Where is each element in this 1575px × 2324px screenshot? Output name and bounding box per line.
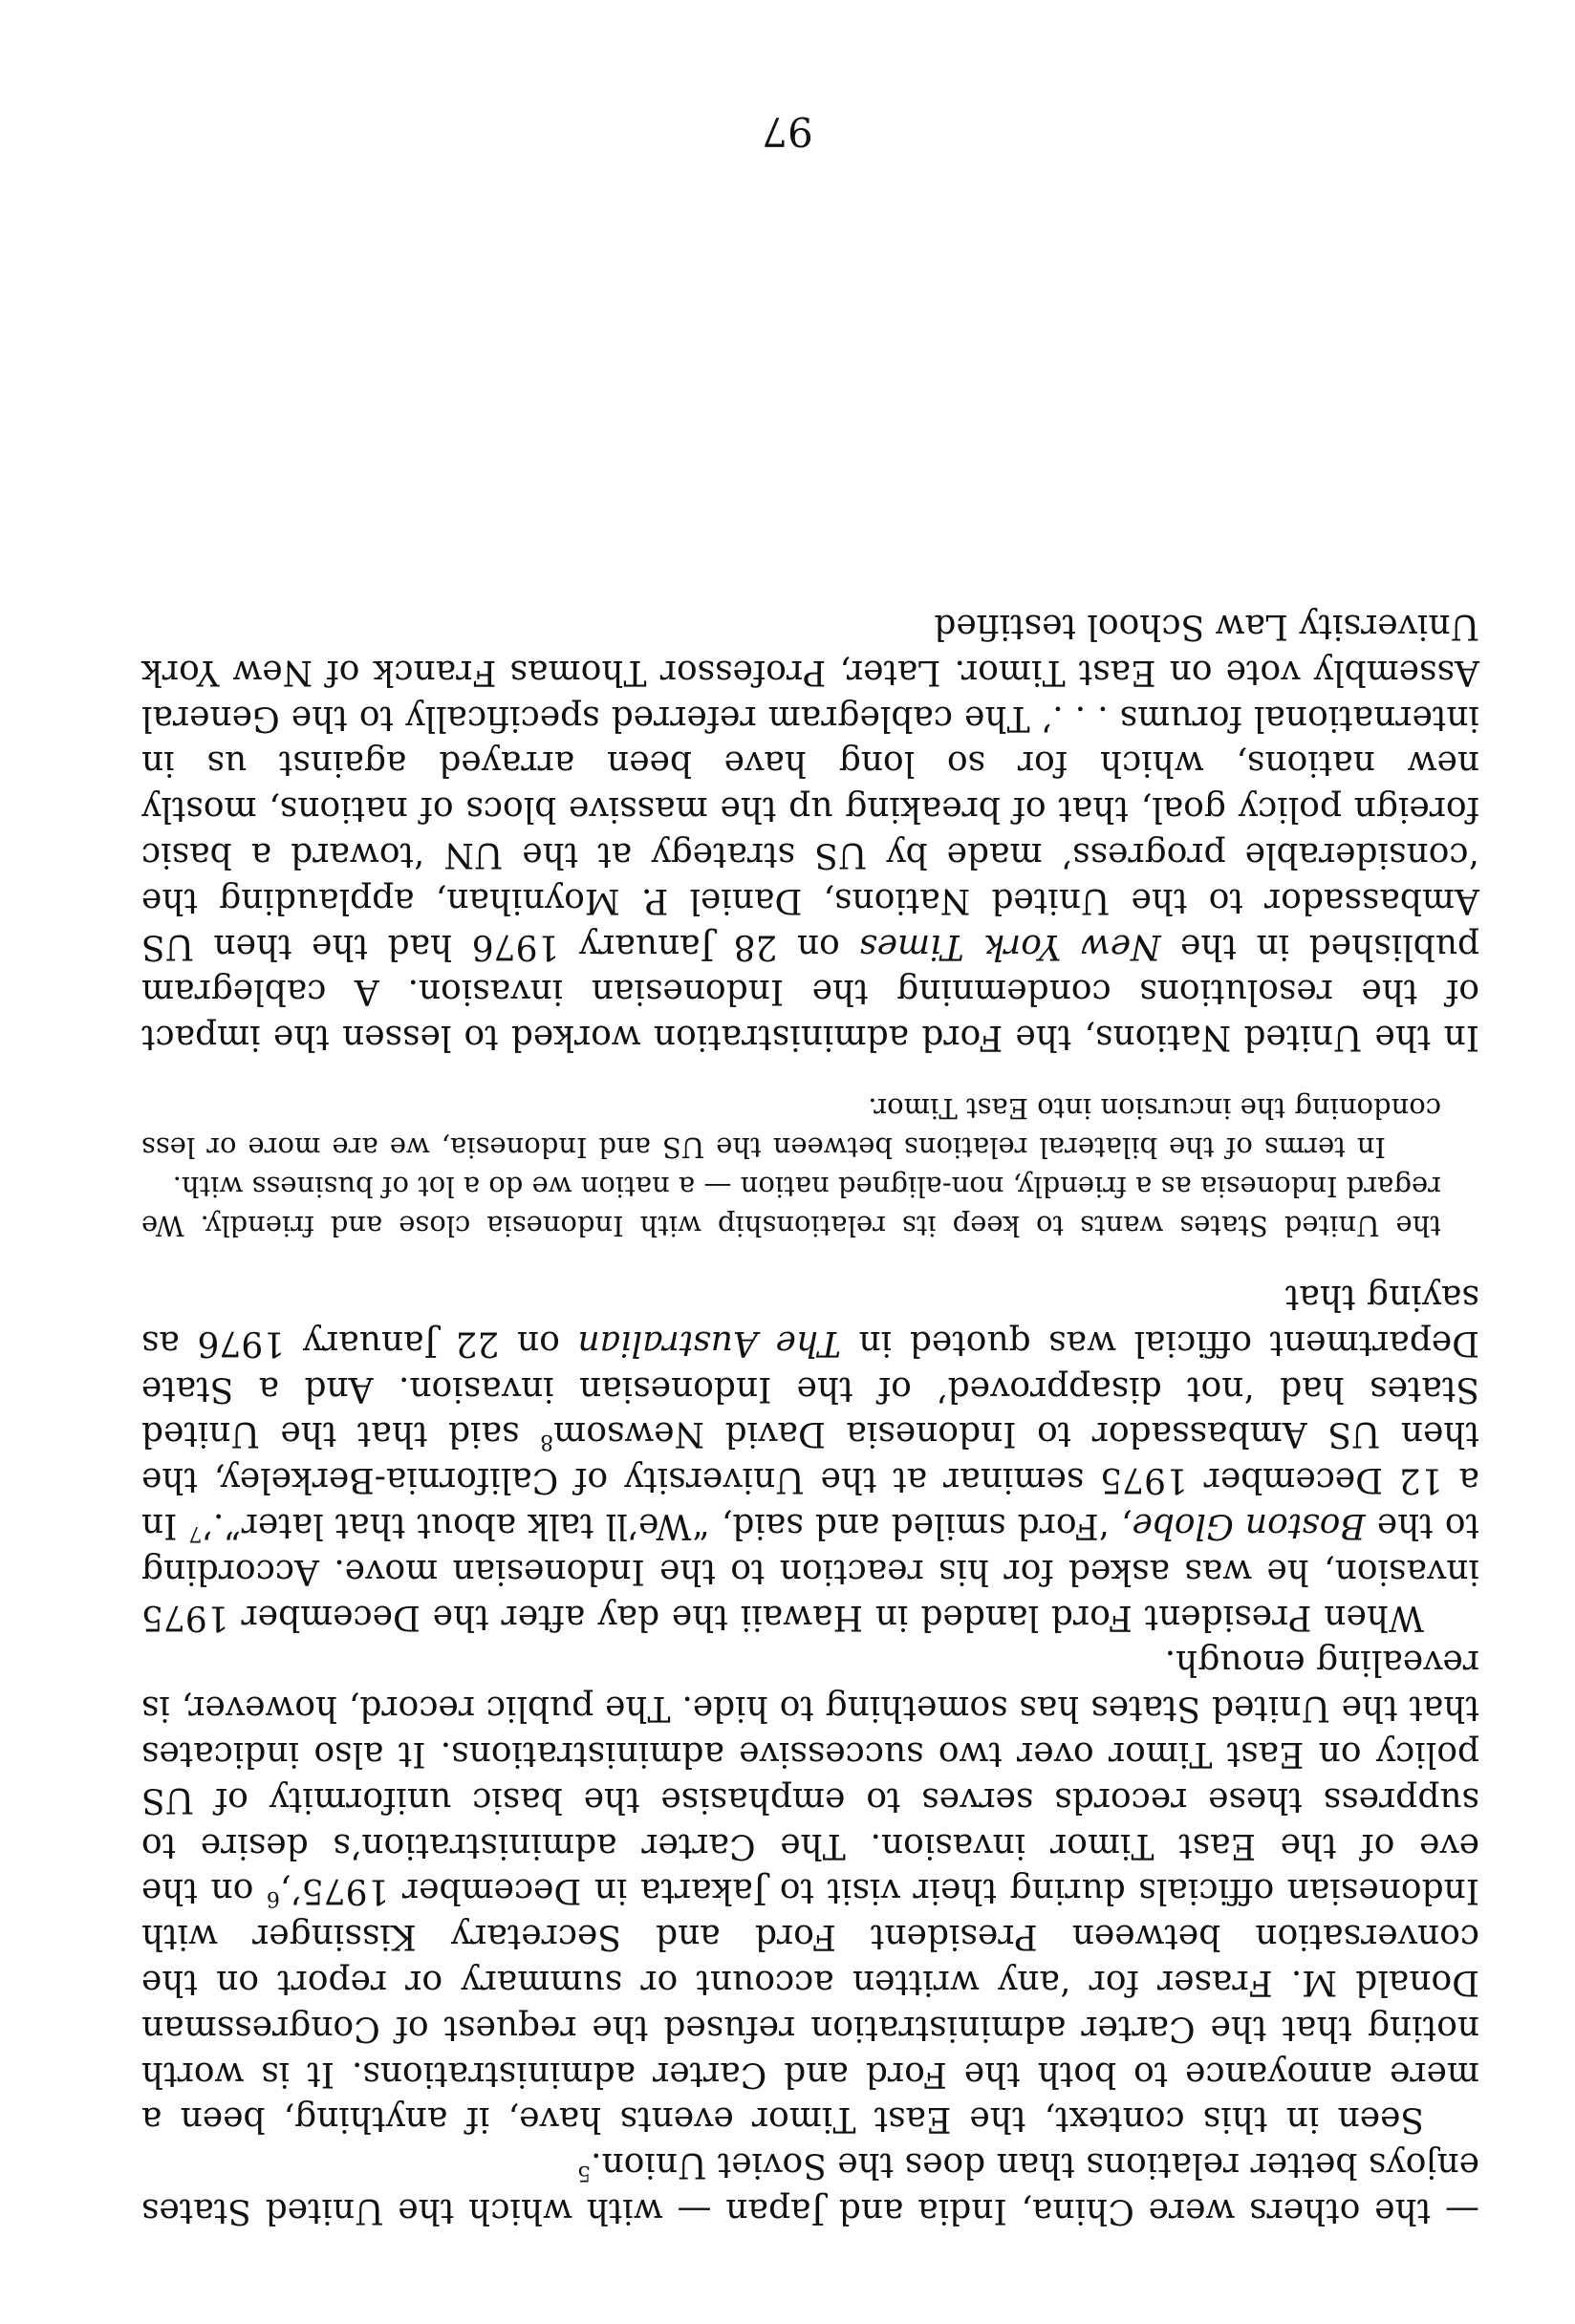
footnote-marker: 6: [266, 1886, 280, 1911]
paragraph: Seen in this context, the East Timor events have, if anything, been a mere annoyance to both the Ford and Carter administrations. It is worth noting that the Carter administration refused the request of Congressman Donald M. Fraser for ‘any written account or summary or report on the conversation between President Ford and Secretary Kissinger with Indonesian officials during their visit to Jakarta in December 1975’,$^6$ on the eve of the East Timor invasion. The Carter administration’s desire to suppress these records serves to emphasise the basic uniformity of US policy on East Timor over two successive administrations. It also indicates that the United States has something to hide. The public record, however, is revealing enough.: [141, 1643, 1479, 2140]
paragraph: In the United Nations, the Ford administration worked to lessen the impact of the resolutions condemning the Indonesian invasion. A cablegram published in the New York Times on 28 January 1976 had the then US Ambassador to the United Nations, Daniel P. Moynihan, applauding the ‘considerable progress’ made by US strategy at the UN ‘toward a basic foreign policy goal, that of breaking up the massive blocs of nations, mostly new nations, which for so long have been arrayed against us in international forums . . .’ The cablegram referred specifically to the General Assembly vote on East Timor. Later, Professor Thomas Franck of New York University Law School testified: [141, 607, 1479, 1058]
paragraph-continuation: — the others were China, India and Japan — with which the United States enjoys better relations than does the Soviet Union.$^5$: [141, 2145, 1479, 2230]
paragraph: When President Ford landed in Hawaii the day after the December 1975 invasion, he was asked for his reaction to the Indonesian move. According to the Boston Globe, ‘Ford smiled and said, “We’ll talk about that later”.’$^7$ In a 12 December 1975 seminar at the University of California-Berkeley, the then US Ambassador to Indonesia David Newsom$^8$ said that the United States had ‘not disapproved’ of the Indonesian invasion. And a State Department official was quoted in The Australian on 22 January 1976 as saying that: [140, 1278, 1479, 1637]
page-text: [141, 603, 1479, 2233]
quote-paragraph: the United States wants to keep its relationship with Indonesia close and friendly. We regard Indonesia as a friendly, non-aligned nation — a nation we do a lot of business with.: [141, 1171, 1441, 1243]
newspaper-title: New York Times: [859, 926, 1161, 966]
footnote-marker: 5: [577, 2161, 592, 2185]
newspaper-title: The Australian: [577, 1323, 842, 1363]
newspaper-title: Boston Globe: [1132, 1506, 1366, 1546]
block-quote: [141, 1088, 1441, 1245]
footnote-marker: 8: [540, 1430, 554, 1454]
page-number: 97: [762, 108, 813, 155]
quote-paragraph: In terms of the bilateral relations between the US and Indonesia, we are more or less condoning the incursion into East Timor.: [141, 1092, 1441, 1165]
footnote-marker: 7: [188, 1521, 203, 1546]
